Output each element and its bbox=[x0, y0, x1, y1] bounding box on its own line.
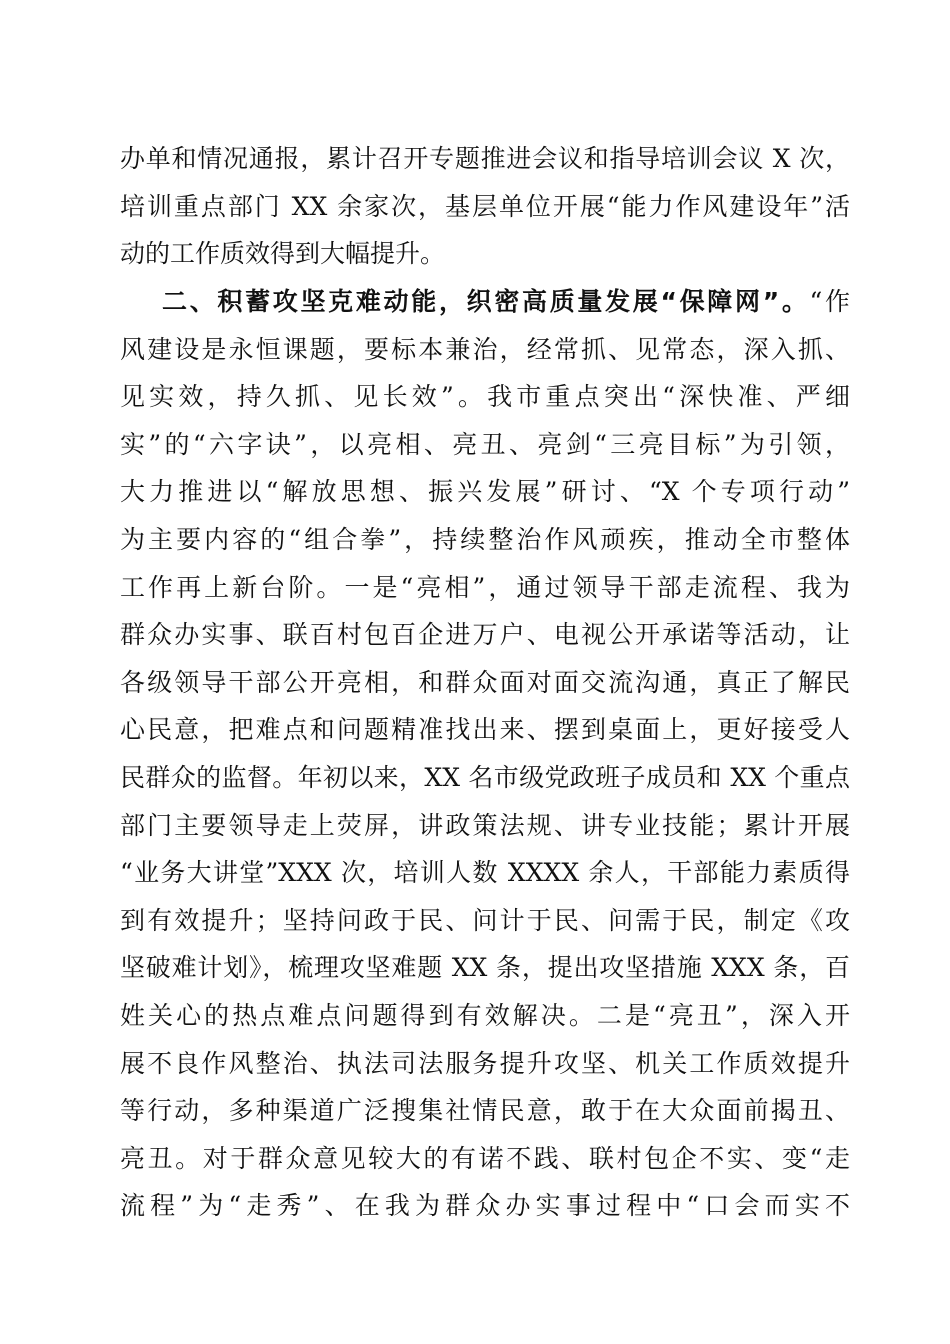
paragraph-line: 大力推进以“解放思想、振兴发展”研讨、“X 个专项行动” bbox=[120, 477, 850, 507]
paragraph-line: 培训重点部门 XX 余家次，基层单位开展“能力作风建设年”活 bbox=[120, 191, 850, 221]
paragraph-line: 展不良作风整治、执法司法服务提升攻坚、机关工作质效提升 bbox=[120, 1048, 850, 1078]
section-heading: 二、积蓄攻坚克难动能，织密高质量发展“保障网”。 bbox=[162, 287, 810, 316]
paragraph-line: 流程”为“走秀”、在我为群众办实事过程中“口会而实不 bbox=[120, 1191, 850, 1221]
paragraph-line: 群众办实事、联百村包百企进万户、电视公开承诺等活动，让 bbox=[120, 620, 850, 650]
paragraph-line: 为主要内容的“组合拳”，持续整治作风顽疾，推动全市整体 bbox=[120, 524, 850, 554]
paragraph-line: 工作再上新台阶。一是“亮相”，通过领导干部走流程、我为 bbox=[120, 572, 850, 602]
paragraph-line-rest: “作 bbox=[809, 287, 850, 316]
paragraph-line: 民群众的监督。年初以来，XX 名市级党政班子成员和 XX 个重点 bbox=[120, 762, 850, 792]
paragraph-line: 部门主要领导走上荧屏，讲政策法规、讲专业技能；累计开展 bbox=[120, 810, 850, 840]
paragraph-line: 亮丑。对于群众意见较大的有诺不践、联村包企不实、变“走 bbox=[120, 1143, 850, 1173]
paragraph-line: 实”的“六字诀”，以亮相、亮丑、亮剑“三亮目标”为引领， bbox=[120, 429, 850, 459]
paragraph-line: 心民意，把难点和问题精准找出来、摆到桌面上，更好接受人 bbox=[120, 715, 850, 745]
paragraph-line: 坚破难计划》，梳理攻坚难题 XX 条，提出攻坚措施 XXX 条，百 bbox=[120, 953, 850, 983]
paragraph-line: 动的工作质效得到大幅提升。 bbox=[120, 239, 446, 269]
paragraph-1 bbox=[120, 135, 850, 278]
paragraph-line: “业务大讲堂”XXX 次，培训人数 XXXX 余人，干部能力素质得 bbox=[120, 858, 850, 888]
paragraph-line: 各级领导干部公开亮相，和群众面对面交流沟通，真正了解民 bbox=[120, 667, 850, 697]
paragraph-line: 到有效提升；坚持问政于民、问计于民、问需于民，制定《攻 bbox=[120, 905, 850, 935]
paragraph-line: 办单和情况通报，累计召开专题推进会议和指导培训会议 X 次， bbox=[120, 144, 850, 173]
paragraph-line: 风建设是永恒课题，要标本兼治，经常抓、见常态，深入抓、 bbox=[120, 334, 850, 364]
paragraph-2 bbox=[120, 278, 850, 1230]
paragraph-line: 等行动，多种渠道广泛搜集社情民意，敢于在大众面前揭丑、 bbox=[120, 1096, 850, 1126]
paragraph-line: 见实效，持久抓、见长效”。我市重点突出“深快准、严细 bbox=[120, 382, 850, 412]
paragraph-line: 姓关心的热点难点问题得到有效解决。二是“亮丑”，深入开 bbox=[120, 1000, 850, 1030]
paragraph-first-line bbox=[120, 278, 850, 326]
